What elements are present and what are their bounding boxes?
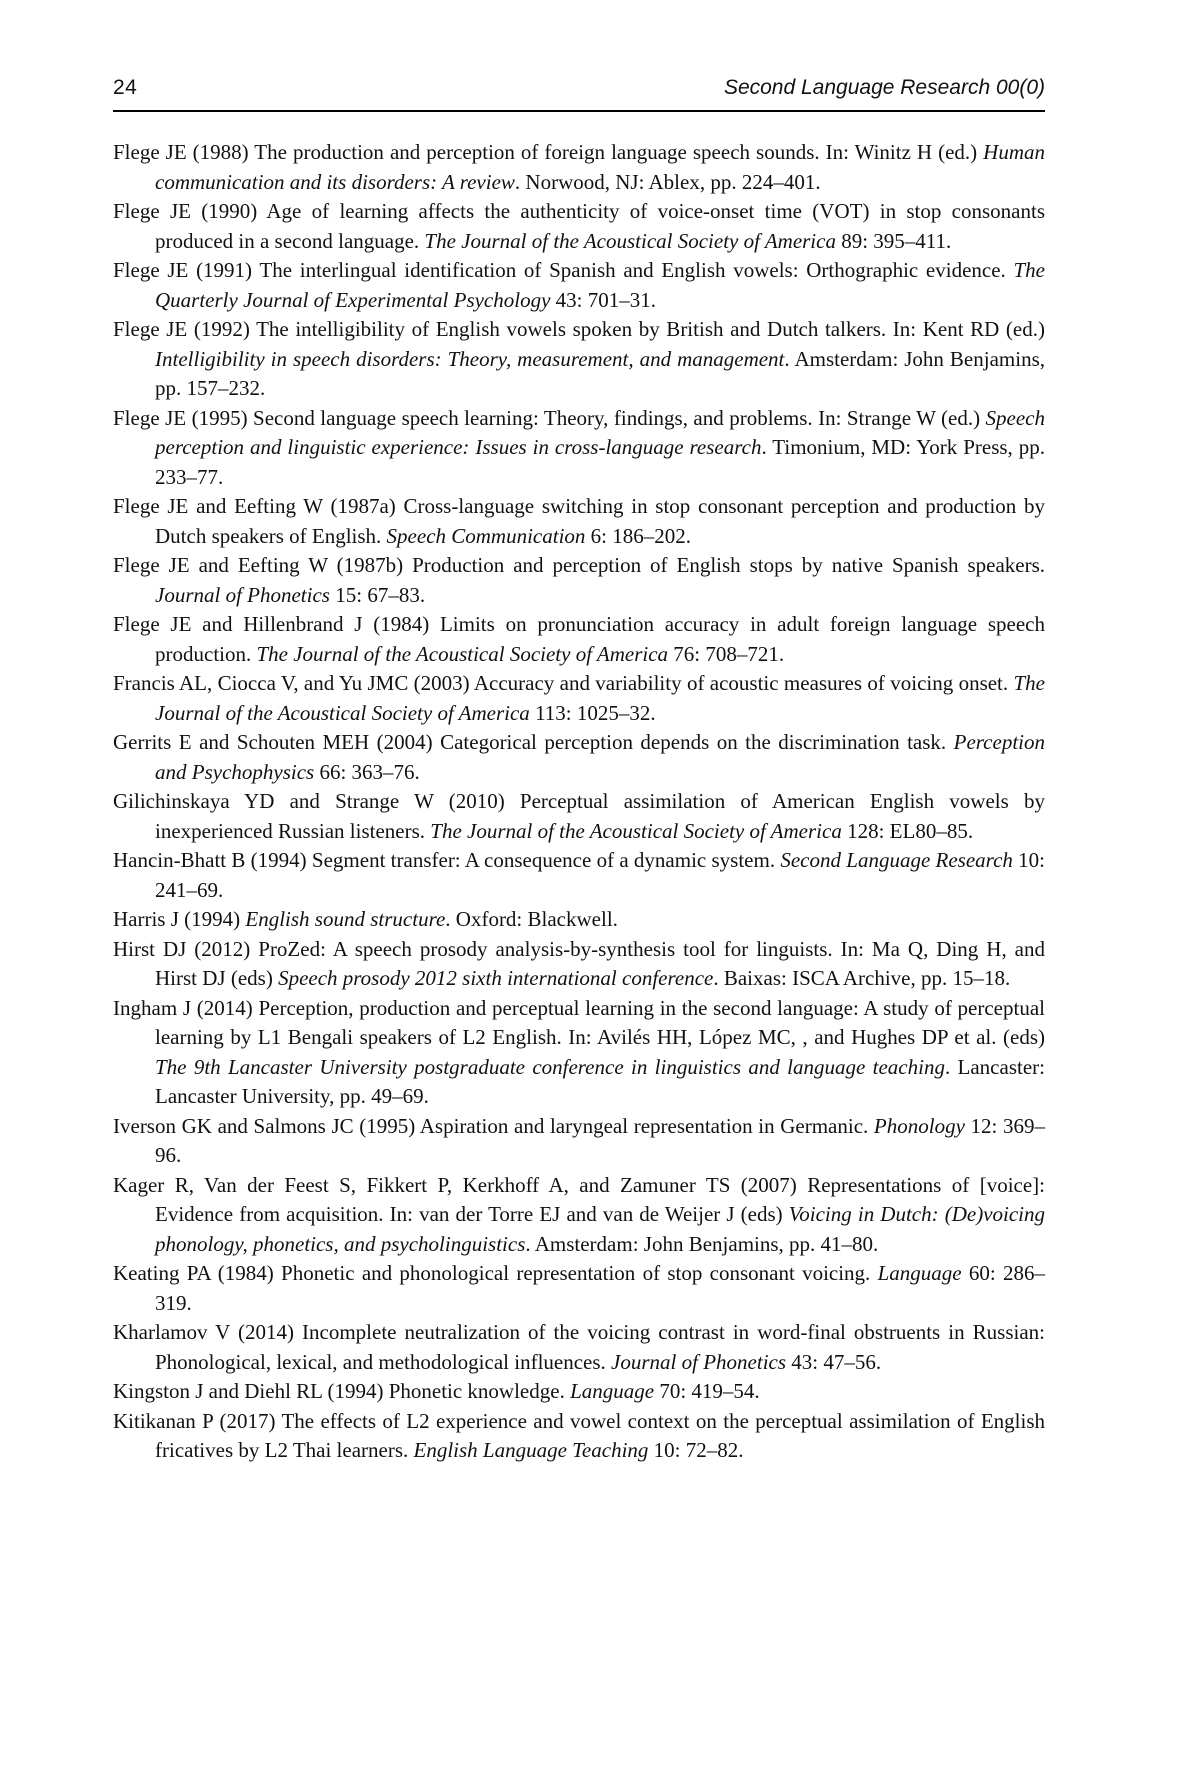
reference-title-italic: The 9th Lancaster University postgraduate conference in linguistics and language teaching: [155, 1054, 945, 1079]
reference-entry: [113, 905, 1045, 935]
reference-entry: [113, 610, 1045, 669]
reference-entry: [113, 1377, 1045, 1407]
reference-entry: [113, 1407, 1045, 1466]
reference-text: 66: 363–76.: [314, 759, 420, 784]
reference-text: Flege JE and Hillenbrand J (1984) Limits on pronunciation accuracy in adult foreign language speech production.: [113, 612, 1045, 666]
reference-text: 10: 72–82.: [648, 1438, 744, 1462]
reference-text: 12: 369–96.: [155, 1113, 1045, 1167]
reference-text: Kingston J and Diehl RL (1994) Phonetic knowledge.: [113, 1379, 571, 1403]
reference-text: Kitikanan P (2017) The effects of L2 experience and vowel context on the perceptual assimilation of English fricatives by L2 Thai learners.: [113, 1408, 1045, 1462]
reference-text: Harris J (1994): [113, 907, 246, 931]
reference-entry: [113, 256, 1045, 315]
reference-entry: [113, 846, 1045, 905]
reference-entry: [113, 994, 1045, 1112]
reference-text: 60: 286–319.: [155, 1261, 1045, 1315]
reference-title-italic: Second Language Research: [780, 848, 1013, 872]
reference-title-italic: The Journal of the Acoustical Society of America: [155, 671, 1045, 725]
reference-entry: [113, 1171, 1045, 1260]
reference-title-italic: The Journal of the Acoustical Society of America: [256, 641, 669, 666]
reference-text: . Amsterdam: John Benjamins, pp. 157–232.: [155, 346, 1045, 400]
reference-title-italic: Journal of Phonetics: [611, 1349, 787, 1374]
reference-text: 43: 701–31.: [550, 287, 657, 312]
reference-text: Francis AL, Ciocca V, and Yu JMC (2003) Accuracy and variability of acoustic measures of voicing onset.: [113, 671, 1014, 695]
reference-text: . Baixas: ISCA Archive, pp. 15–18.: [713, 966, 1011, 990]
reference-entry: [113, 669, 1045, 728]
reference-entry: [113, 138, 1045, 197]
reference-text: Gilichinskaya YD and Strange W (2010) Perceptual assimilation of American English vowels by inexperienced Russian listeners.: [113, 789, 1045, 843]
reference-entry: [113, 1112, 1045, 1171]
reference-text: . Oxford: Blackwell.: [445, 907, 618, 931]
reference-text: Hirst DJ (2012) ProZed: A speech prosody analysis-by-synthesis tool for linguists. In: Ma Q, Ding H, and Hirst DJ (eds): [113, 936, 1045, 990]
running-head: [113, 76, 1045, 110]
reference-text: Flege JE (1992) The intelligibility of English vowels spoken by British and Dutch talkers. In: Kent RD (ed.): [113, 317, 1045, 341]
reference-title-italic: Intelligibility in speech disorders: Theory, measurement, and management: [155, 346, 785, 371]
reference-text: Hancin-Bhatt B (1994) Segment transfer: A consequence of a dynamic system.: [113, 848, 781, 872]
reference-entry: [113, 728, 1045, 787]
reference-text: 15: 67–83.: [329, 582, 426, 607]
reference-text: . Amsterdam: John Benjamins, pp. 41–80.: [525, 1231, 879, 1256]
reference-text: 43: 47–56.: [786, 1349, 882, 1374]
reference-text: Kager R, Van der Feest S, Fikkert P, Kerkhoff A, and Zamuner TS (2007) Representations of [voice]: Evidence from acquisition. In: van der Torre EJ and van de Weijer J (eds): [113, 1172, 1045, 1226]
reference-text: 76: 708–721.: [668, 641, 785, 666]
reference-title-italic: Perception and Psychophysics: [155, 730, 1045, 784]
reference-text: Iverson GK and Salmons JC (1995) Aspiration and laryngeal representation in Germanic.: [113, 1113, 874, 1138]
reference-title-italic: Speech perception and linguistic experience: Issues in cross-language research: [155, 405, 1045, 459]
reference-text: Flege JE (1991) The interlingual identification of Spanish and English vowels: Orthographic evidence.: [113, 258, 1014, 282]
reference-entry: [113, 1318, 1045, 1377]
reference-title-italic: Human communication and its disorders: A review: [155, 140, 1045, 194]
reference-text: . Lancaster: Lancaster University, pp. 49–69.: [155, 1054, 1045, 1108]
reference-text: 128: EL80–85.: [841, 818, 974, 843]
journal-title: Second Language Research 00(0): [723, 76, 1045, 99]
reference-entry: [113, 551, 1045, 610]
header-rule: [113, 110, 1045, 112]
reference-title-italic: Language: [877, 1261, 962, 1285]
reference-text: Kharlamov V (2014) Incomplete neutralization of the voicing contrast in word-final obstruents in Russian: Phonological, lexical, and methodological influences.: [113, 1320, 1045, 1374]
reference-text: 6: 186–202.: [585, 523, 692, 548]
reference-text: Flege JE (1988) The production and perception of foreign language speech sounds. In: Winitz H (ed.): [113, 140, 984, 164]
reference-title-italic: Journal of Phonetics: [155, 582, 330, 607]
reference-text: Ingham J (2014) Perception, production and perceptual learning in the second language: A study of perceptual learning by L1 Bengali speakers of L2 English. In: Avilés HH, López MC, , and Hughes DP et al. (eds): [113, 995, 1045, 1049]
reference-text: Keating PA (1984) Phonetic and phonological representation of stop consonant voicing.: [113, 1261, 878, 1285]
reference-text: Gerrits E and Schouten MEH (2004) Categorical perception depends on the discrimination task.: [113, 730, 954, 754]
reference-entry: [113, 404, 1045, 493]
reference-entry: [113, 197, 1045, 256]
reference-title-italic: Speech Communication: [386, 523, 586, 548]
references-list: [113, 138, 1045, 1466]
reference-title-italic: English sound structure: [245, 907, 446, 931]
reference-entry: [113, 492, 1045, 551]
reference-title-italic: Phonology: [873, 1113, 965, 1138]
reference-text: 89: 395–411.: [835, 228, 952, 253]
reference-text: Flege JE (1995) Second language speech learning: Theory, findings, and problems. In: Strange W (ed.): [113, 405, 986, 430]
reference-title-italic: The Journal of the Acoustical Society of America: [430, 818, 842, 843]
reference-text: Flege JE and Eefting W (1987b) Production and perception of English stops by native Spanish speakers.: [113, 553, 1045, 577]
reference-title-italic: Language: [570, 1379, 655, 1403]
reference-title-italic: Voicing in Dutch: (De)voicing phonology, phonetics, and psycholinguistics: [155, 1202, 1046, 1256]
reference-text: . Timonium, MD: York Press, pp. 233–77.: [155, 435, 1045, 489]
reference-entry: [113, 787, 1045, 846]
reference-text: 113: 1025–32.: [529, 700, 656, 725]
reference-entry: [113, 1259, 1045, 1318]
reference-text: 10: 241–69.: [155, 848, 1045, 902]
reference-title-italic: Speech prosody 2012 sixth international conference: [278, 966, 714, 990]
reference-text: Flege JE and Eefting W (1987a) Cross-language switching in stop consonant perception and production by Dutch speakers of English.: [113, 494, 1045, 548]
page-number: 24: [113, 76, 138, 99]
reference-title-italic: The Quarterly Journal of Experimental Psychology: [155, 258, 1045, 312]
reference-entry: [113, 315, 1045, 404]
reference-text: 70: 419–54.: [654, 1379, 760, 1403]
reference-text: Flege JE (1990) Age of learning affects the authenticity of voice-onset time (VOT) in stop consonants produced in a second language.: [113, 199, 1045, 253]
reference-entry: [113, 935, 1045, 994]
reference-title-italic: English Language Teaching: [413, 1438, 649, 1462]
reference-title-italic: The Journal of the Acoustical Society of America: [424, 228, 836, 253]
reference-text: . Norwood, NJ: Ablex, pp. 224–401.: [514, 169, 821, 194]
